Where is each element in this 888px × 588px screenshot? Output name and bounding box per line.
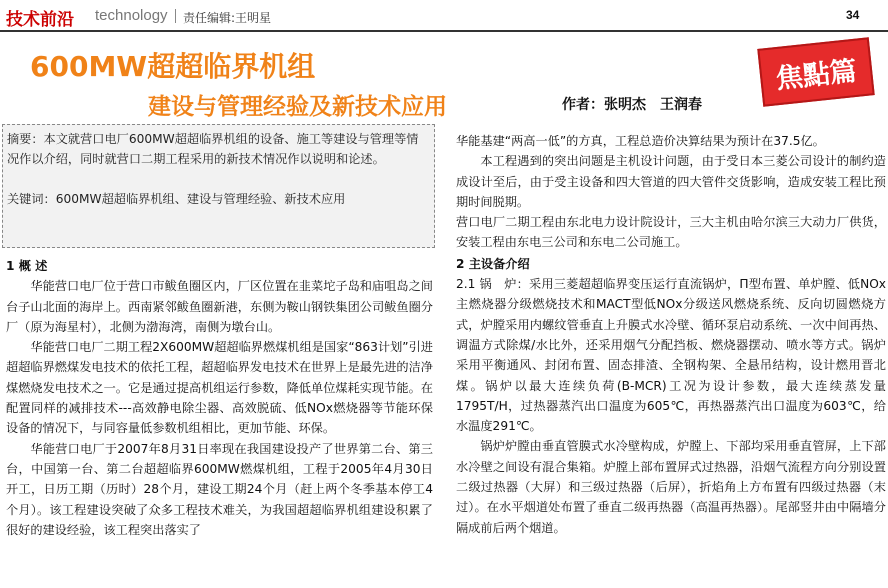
right-column xyxy=(456,131,886,538)
paragraph: 华能基建“两高一低”的方真，工程总造价决算结果为预计在37.5亿。 xyxy=(456,134,825,148)
header-rule xyxy=(0,30,888,32)
paragraph: 本工程遇到的突出问题是主机设计问题，由于受日本三菱公司设计的制约造成设计至后，由于受主设备和四大管道的四大管件交货影响，造成安装工程比预期时间脱期。 xyxy=(456,154,886,209)
paragraph: 2.1 锅 炉：采用三菱超超临界变压运行直流锅炉，Π型布置、单炉膛、低NOx主燃烧器分级燃烧技术和MACT型低NOx分级送风燃烧系统、反向切圆燃烧方式，炉膛采用内螺纹管垂直上升膜式水冷壁、循环泵启动系统、一次中间再热、调温方式除煤/水比外，还采用烟气分配挡板、燃烧器摆动、喷水等方式。锅炉采用平衡通风、封闭布置、固态排渣、全钢构架、全悬吊结构，设计燃用晋北煤。锅炉以最大连续负荷(B-MCR)工况为设计参数，最大连续蒸发量1795T/H，过热器蒸汽出口温度为605℃，再热器蒸汽出口温度为603℃，给水温度291℃。 xyxy=(456,277,886,434)
left-column xyxy=(6,255,433,540)
page-number: 34 xyxy=(846,8,860,22)
paragraph: 营口电厂二期工程由东北电力设计院设计，三大主机由哈尔滨三大动力厂供货，安装工程由东电三公司和东电二公司施工。 xyxy=(456,215,886,250)
keywords-text: 关键词：600MW超超临界机组、建设与管理经验、新技术应用 xyxy=(7,192,346,206)
paragraph: 锅炉炉膛由垂直管膜式水冷壁构成，炉膛上、下部均采用垂直管屏，上下部水冷壁之间设有混合集箱。炉膛上部布置屏式过热器，沿烟气流程方向分别设置二级过热器（大屏）和三级过热器（后屏），折焰角上方布置有四级过热器（末过）。在水平烟道处布置了垂直二级再热器（高温再热器）。尾部竖井由中隔墙分隔成前后两个烟道。 xyxy=(456,439,886,535)
article-title-line1: 600MW超超临界机组 xyxy=(30,50,316,83)
section-heading-2: 2 主设备介绍 xyxy=(456,256,530,271)
article-title-line2: 建设与管理经验及新技术应用 xyxy=(148,94,447,120)
section-heading-1: 1 概 述 xyxy=(6,259,48,273)
editor-credit: 责任编辑:王明星 xyxy=(183,11,272,25)
abstract-box xyxy=(2,124,435,248)
paragraph: 华能营口电厂于2007年8月31日率现在我国建设投产了世界第二台、第三台，中国第一台、第二台超超临界600MW燃煤机组，工程于2005年4月30日开工，日历工期（历时）28个月，建设工期24个月（赶上两个冬季基本停工4个月）。该工程建设突破了众多工程技术难关，为我国超超临界机组建设积累了很好的建设经验，该工程突出落实了 xyxy=(6,441,433,537)
focus-stamp: 焦點篇 xyxy=(757,37,874,106)
article-author: 作者：张明杰 王润春 xyxy=(562,97,702,113)
abstract-text: 摘要：本文就营口电厂600MW超超临界机组的设备、施工等建设与管理等情况作以介绍，同时就营口二期工程采用的新技术情况作以说明和论述。 xyxy=(7,132,419,166)
section-name: 技术前沿 xyxy=(6,10,74,30)
section-name-english: technology xyxy=(95,7,168,24)
paragraph: 华能营口电厂位于营口市鲅鱼圈区内，厂区位置在韭菜坨子岛和庙咀岛之间台子山北面的海岸上。西南紧邻鲅鱼圈新港，东侧为鞍山钢铁集团公司鲅鱼圈分厂（原为海星村），北侧为渤海湾，南侧为墩台山。 xyxy=(6,279,433,334)
paragraph: 华能营口电厂二期工程2X600MW超超临界燃煤机组是国家“863计划”引进超超临界燃煤发电技术的依托工程，超超临界发电技术在世界上是最先进的洁净煤燃烧发电技术之一。它是通过提高机组运行参数，降低单位煤耗实现节能。在配置同样的减排技术---高效静电除尘器、高效脱硫、低NOx燃烧器等节能环保设备的情况下，与同容量低参数机组相比，更加节能、环保。 xyxy=(6,340,433,436)
page-header xyxy=(0,0,888,30)
header-divider xyxy=(175,9,176,23)
